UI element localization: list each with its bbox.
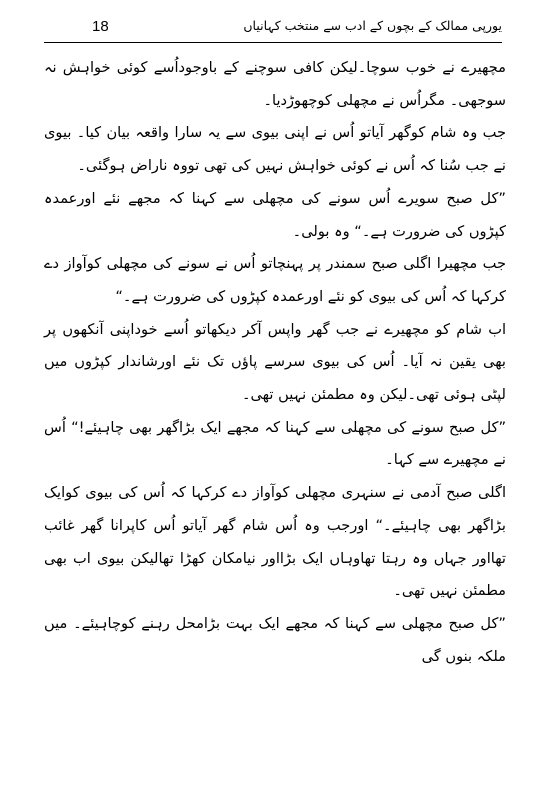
page-header xyxy=(44,12,502,40)
header-rule xyxy=(44,42,502,43)
paragraph-6: ”کل صبح سونے کی مچھلی سے کہنا کہ مجھے ایک بڑاگھر بھی چاہیئے!“ اُس نے مچھیرے سے کہا۔ xyxy=(44,418,506,469)
paragraph-8: ”کل صبح مچھلی سے کہنا کہ مجھے ایک بہت بڑامحل رہنے کوچاہیئے۔ میں ملکہ بنوں گی xyxy=(44,614,506,665)
paragraph-4: جب مچھیرا اگلی صبح سمندر پر پہنچاتو اُس نے سونے کی مچھلی کوآواز دے کرکہا کہ اُس کی بیوی کو نئے اورعمدہ کپڑوں کی ضرورت ہے۔“ xyxy=(44,255,506,305)
paragraph-2: جب وہ شام کوگھر آیاتو اُس نے اپنی بیوی سے یہ سارا واقعہ بیان کیا۔ بیوی نے جب سُنا کہ اُس نے کوئی خواہش نہیں کی تھی تووہ ناراض ہوگئی۔ xyxy=(44,124,506,175)
page-number: 18 xyxy=(92,18,109,35)
page-body xyxy=(44,52,506,673)
paragraph-7: اگلی صبح آدمی نے سنہری مچھلی کوآواز دے کرکہا کہ اُس کی بیوی کوایک بڑاگھر بھی چاہیئے۔“ اورجب وہ اُس شام گھر آیاتو اُس کاپرانا گھر غائب تھااور جہاں وہ رہتا تھاوہاں ایک بڑااور نیامکان کھڑا تھالیکن بیوی اب بھی مطمئن نہیں تھی۔ xyxy=(44,484,506,600)
paragraph-3: ”کل صبح سویرے اُس سونے کی مچھلی سے کہنا کہ مجھے نئے اورعمدہ کپڑوں کی ضرورت ہے۔“ وہ بولی۔ xyxy=(44,189,506,240)
paragraph-1: مچھیرے نے خوب سوچا۔لیکن کافی سوچنے کے باوجوداُسے کوئی خواہش نہ سوجھی۔ مگراُس نے مچھلی کوچھوڑدیا۔ xyxy=(44,59,506,109)
running-title: یورپی ممالک کے بچوں کے ادب سے منتخب کہانیاں xyxy=(243,18,502,33)
paragraph-5: اب شام کو مچھیرے نے جب گھر واپس آکر دیکھاتو اُسے خوداپنی آنکھوں پر بھی یقین نہ آیا۔ اُس کی بیوی سرسے پاؤں تک نئے اورشاندار کپڑوں میں لپٹی ہوئی تھی۔لیکن وہ مطمئن نہیں تھی۔ xyxy=(44,320,506,404)
